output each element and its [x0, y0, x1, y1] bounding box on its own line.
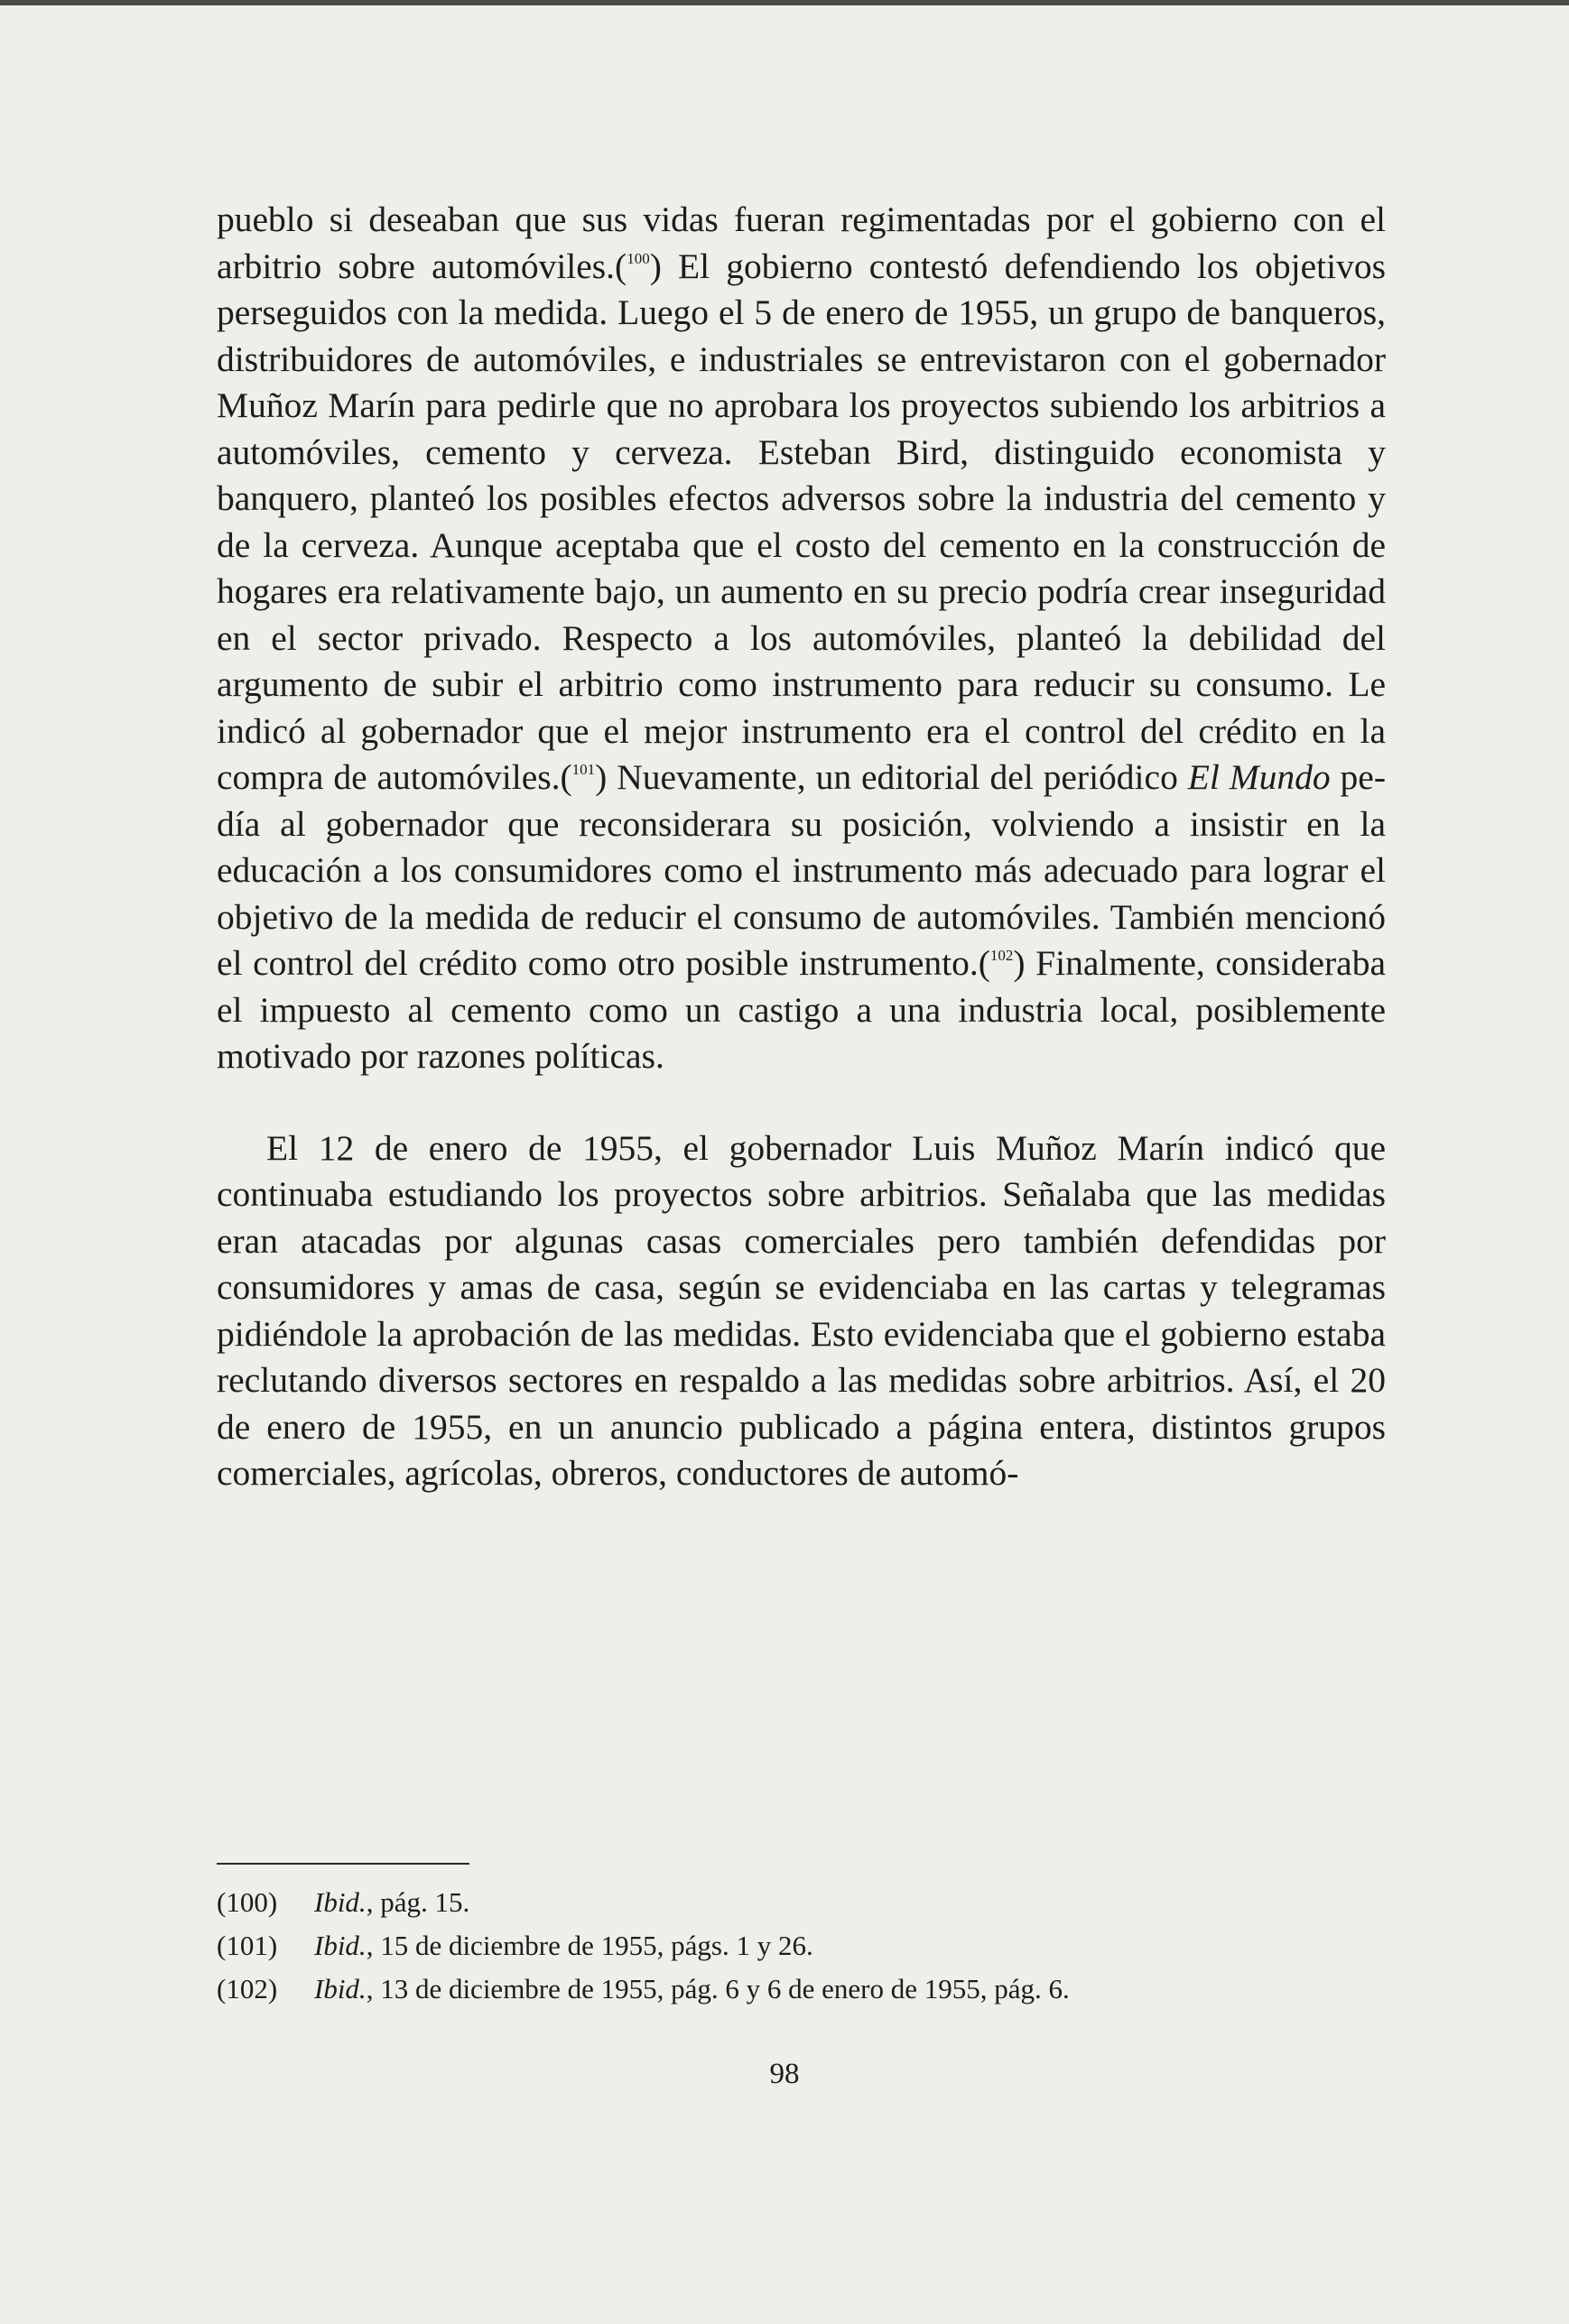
footnote-number: (100): [217, 1886, 278, 1918]
footnote-detail: , 13 de diciembre de 1955, pág. 6 y 6 de enero de 1955, pág. 6.: [366, 1973, 1070, 2005]
footnote-reference: 102: [989, 947, 1014, 964]
footnotes: [217, 1881, 1390, 2011]
footnote-number: (101): [217, 1930, 278, 1961]
page-number: 98: [769, 2058, 800, 2090]
footnote-source: Ibid.: [314, 1973, 367, 2005]
text-run: pedía al gobernador que reconsiderara su posición, volviendo a insistir en la educación a los consumidores como el instrumento más adecuado para lograr el objetivo de la medida de reducir el consumo de automóviles. También mencionó el control del crédito como otro posible instrumento.(: [217, 757, 1386, 983]
footnote-102: [217, 1968, 1390, 2011]
footnote-reference: 101: [571, 761, 596, 778]
footnote-number: (102): [217, 1973, 278, 2005]
text-run: El 12 de enero de 1955, el gobernador Luis Muñoz Marín indicó que continuaba estudiando los proyectos sobre arbitrios. Señalaba que las medidas eran atacadas por algunas casas comerciales pero también defendidas por consumidores y amas de casa, según se evidenciaba en las cartas y telegramas pidiéndole la aprobación de las medidas. Esto evidenciaba que el gobierno estaba reclutando diversos sectores en respaldo a las medidas sobre arbitrios. Así, el 20 de enero de 1955, en un anuncio publicado a página entera, distintos grupos comerciales, agrícolas, obreros, conductores de automó-: [217, 1127, 1386, 1493]
body-text: [217, 197, 1386, 1497]
footnote-101: [217, 1924, 1390, 1968]
text-run: pueblo si deseaban que sus vidas fueran regimentadas por el gobierno con el arbitrio sobre automóviles.(: [217, 199, 1386, 286]
top-edge-rule: [0, 0, 1569, 5]
paragraph-2: [217, 1125, 1386, 1497]
footnote-source: Ibid.: [314, 1930, 367, 1961]
text-run: ) El gobierno contestó defendiendo los objetivos perseguidos con la medida. Luego el 5 de enero de 1955, un grupo de banqueros, distribuidores de automóviles, e industriales se entrevistaron con el gobernador Muñoz Marín para pedirle que no aprobara los proyectos subiendo los arbitrios a automóviles, cemento y cerveza. Esteban Bird, distinguido economista y banquero, planteó los posibles efectos adversos sobre la industria del cemento y de la cerveza. Aunque aceptaba que el costo del cemento en la construcción de hogares era relativamente bajo, un aumento en su precio podría crear inseguridad en el sector privado. Respecto a los automóviles, planteó la debilidad del argumento de subir el arbitrio como instrumento para reducir su consumo. Le indicó al gobernador que el mejor instrumento era el control del crédito en la compra de automóviles.(: [217, 245, 1386, 797]
footnote-detail: , pág. 15.: [366, 1886, 470, 1918]
text-run: ) Finalmente, consideraba el impuesto al cemento como un castigo a una industria local, posiblemente motivado por razones políticas.: [217, 943, 1386, 1076]
paragraph-1: [217, 197, 1386, 1080]
footnote-100: [217, 1881, 1390, 1924]
footnote-separator: [217, 1863, 469, 1865]
footnote-detail: , 15 de diciembre de 1955, págs. 1 y 26.: [366, 1930, 813, 1961]
italic-title: El Mundo: [1187, 757, 1331, 797]
text-run: ) Nuevamente, un editorial del periódico: [595, 757, 1188, 797]
footnote-source: Ibid.: [314, 1886, 367, 1918]
footnote-reference: 100: [627, 249, 650, 267]
